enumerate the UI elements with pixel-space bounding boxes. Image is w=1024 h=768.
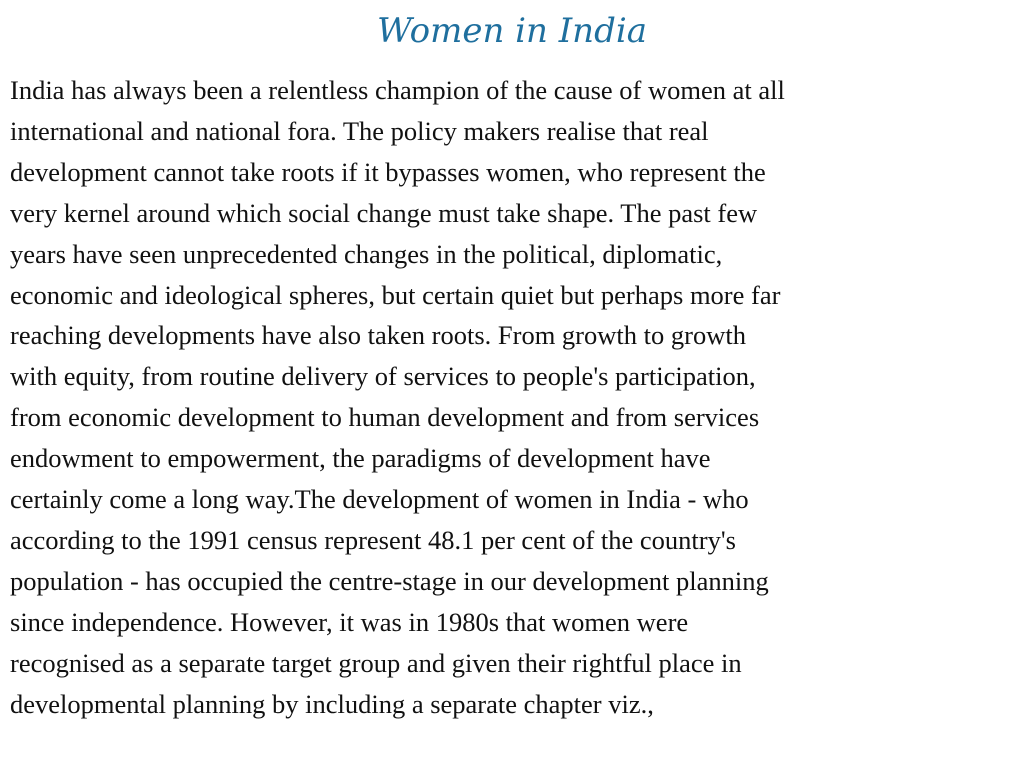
body-line: endowment to empowerment, the paradigms of development have bbox=[10, 443, 711, 474]
body-line: economic and ideological spheres, but certain quiet but perhaps more far bbox=[10, 279, 781, 310]
body-line: recognised as a separate target group and given their rightful place in bbox=[10, 647, 742, 678]
body-text bbox=[10, 70, 1014, 725]
page-title: Women in India bbox=[377, 11, 647, 51]
body-line: according to the 1991 census represent 48.1 per cent of the country's bbox=[10, 524, 736, 555]
body-line: very kernel around which social change must take shape. The past few bbox=[10, 197, 758, 228]
body-line: since independence. However, it was in 1980s that women were bbox=[10, 606, 689, 637]
body-line: years have seen unprecedented changes in the political, diplomatic, bbox=[10, 238, 723, 269]
body-line: with equity, from routine delivery of services to people's participation, bbox=[10, 361, 756, 392]
body-line: developmental planning by including a separate chapter viz., bbox=[10, 688, 654, 719]
body-line: development cannot take roots if it bypasses women, who represent the bbox=[10, 156, 766, 187]
body-line: from economic development to human development and from services bbox=[10, 402, 760, 433]
body-line: international and national fora. The policy makers realise that real bbox=[10, 115, 709, 146]
body-line: population - has occupied the centre-stage in our development planning bbox=[10, 565, 769, 596]
body-line: certainly come a long way.The development of women in India - who bbox=[10, 484, 749, 515]
body-line: India has always been a relentless champion of the cause of women at all bbox=[10, 75, 785, 105]
body-line: reaching developments have also taken roots. From growth to growth bbox=[10, 320, 746, 351]
